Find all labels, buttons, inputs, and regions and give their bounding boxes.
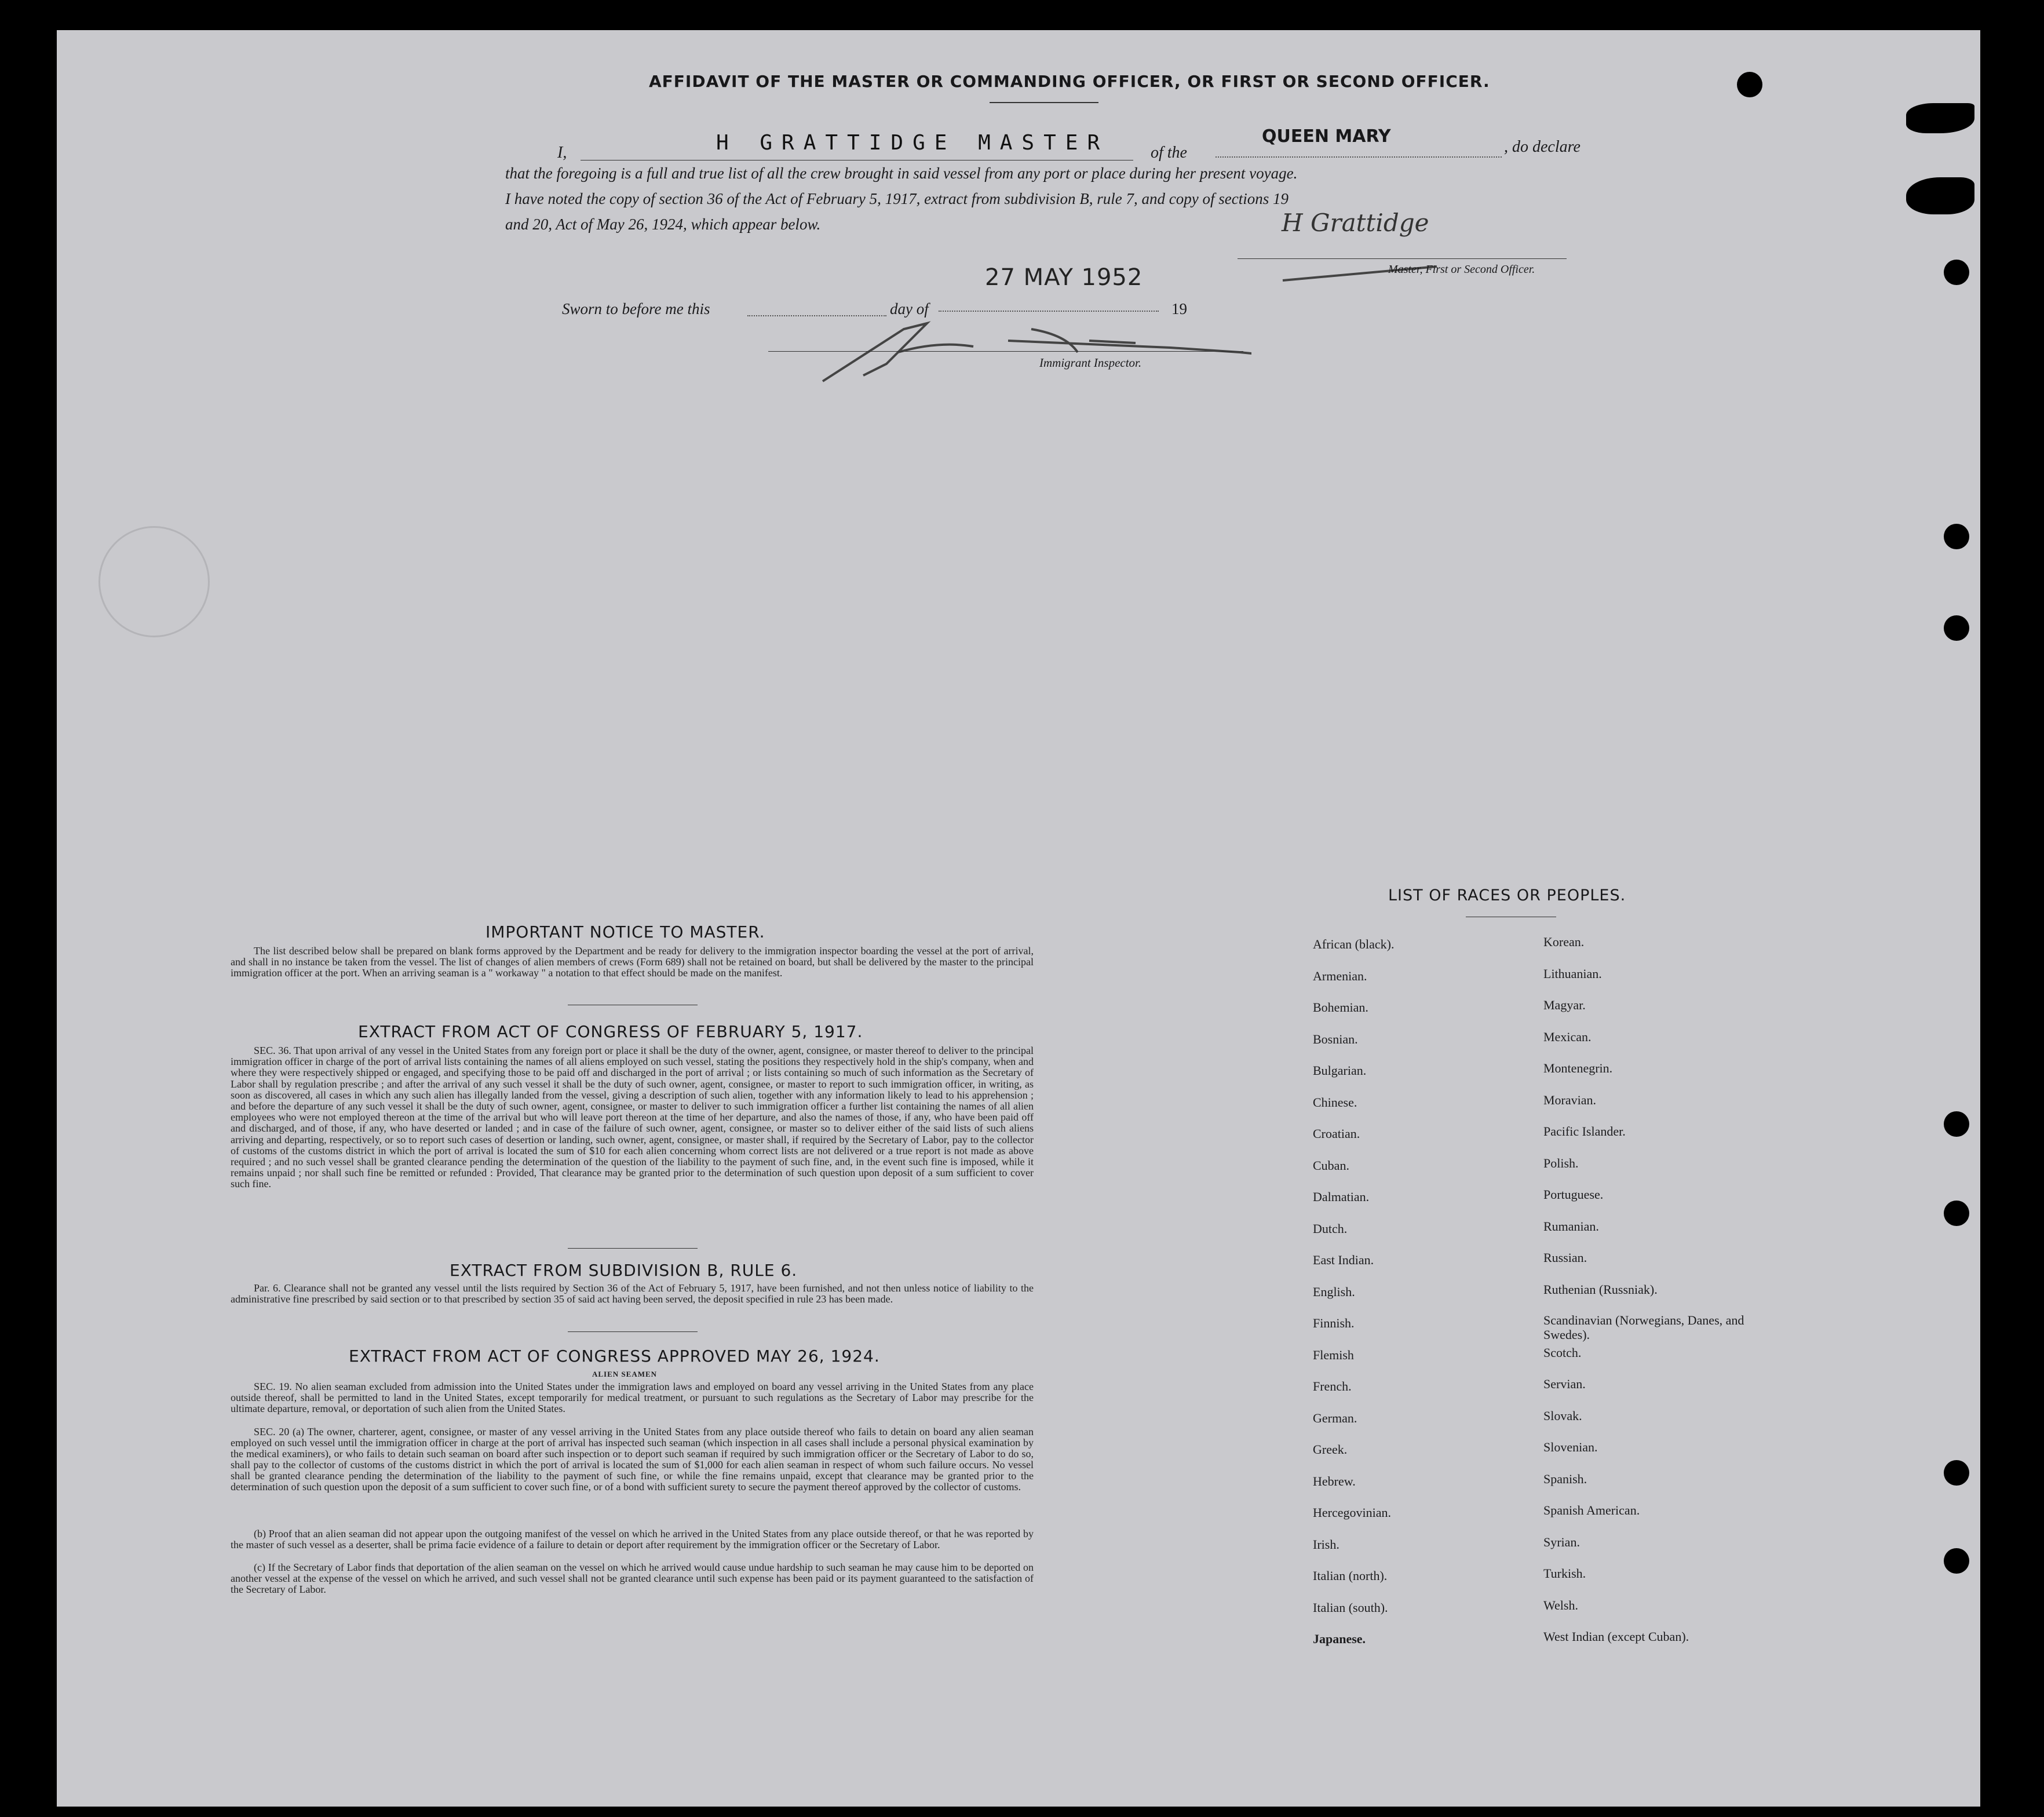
notice-text: The list described below shall be prepared on blank forms approved by the Department and be ready for delivery to the immigration inspector boarding the vessel at the port of arrival, and shall in no instance be taken from the vessel. The list of changes of alien members of crews (Form 689) shall not be retained on board, but shall be delivered by the master to the principal immigration officer at the port. When an arriving seaman is a " workaway " a notation to that effect should be made on the manifest. xyxy=(231,945,1034,979)
race-item: Irish. xyxy=(1313,1537,1339,1552)
inspector-signature-line xyxy=(768,351,1243,352)
day-of-label: day of xyxy=(890,300,929,318)
race-item: Lithuanian. xyxy=(1543,966,1602,981)
of-the-label: of the xyxy=(1151,144,1187,162)
race-item: Cuban. xyxy=(1313,1158,1349,1173)
race-item: Bohemian. xyxy=(1313,1000,1368,1015)
race-item: Scandinavian (Norwegians, Danes, and Swedes). xyxy=(1543,1313,1744,1342)
punch-hole xyxy=(1944,524,1969,549)
race-item: Moravian. xyxy=(1543,1092,1597,1107)
race-item: Rumanian. xyxy=(1543,1218,1599,1234)
punch-hole xyxy=(1944,260,1969,285)
race-item: Dalmatian. xyxy=(1313,1190,1370,1204)
extract-1924-sec20b: (b) Proof that an alien seaman did not appear upon the outgoing manifest of the vessel on which he arrived in the United States from any place outside thereof, or that he was reported by the master of such vessel as a deserter, shall be prima facie evidence of a failure to detain or deport after requirement by the immigration officer or the Secretary of Labor. xyxy=(231,1528,1034,1550)
torn-edge-mark xyxy=(1906,103,1974,133)
race-item: Hebrew. xyxy=(1313,1473,1356,1488)
affidavit-i: I, xyxy=(557,144,567,162)
race-item: Scotch. xyxy=(1543,1345,1582,1360)
race-item: Greek. xyxy=(1313,1442,1348,1457)
punch-hole xyxy=(1944,1548,1969,1574)
extract-1924-title: EXTRACT FROM ACT OF CONGRESS APPROVED MAY 26, 1924. xyxy=(349,1347,880,1366)
punch-hole xyxy=(1944,615,1969,641)
race-item: Hercegovinian. xyxy=(1313,1505,1391,1520)
master-signature-line xyxy=(1238,258,1567,259)
date-stamp: 27 MAY 1952 xyxy=(985,264,1143,291)
race-item: French. xyxy=(1313,1379,1352,1393)
race-item: African (black). xyxy=(1313,937,1395,951)
extract-1924-sec20c: (c) If the Secretary of Labor finds that deportation of the alien seaman on the vessel on which he arrived would cause undue hardship to such seaman he may cause him to be deported on another vessel at the expense of the vessel on which he arrived, and such vessel shall not be granted clearance until such expense has been paid or its payment guaranteed to the satisfaction of the Secretary of Labor. xyxy=(231,1561,1034,1595)
race-item: Dutch. xyxy=(1313,1221,1348,1236)
year-prefix: 19 xyxy=(1171,300,1187,318)
race-item: Bosnian. xyxy=(1313,1031,1358,1046)
extract-1924-sec20a: SEC. 20 (a) The owner, charterer, agent, consignee, or master of any vessel arriving in the United States from any place outside thereof who fails to detain on board any alien seaman employed on such vessel until the immigration officer in charge at the port of arrival has inspected such seaman (which inspection in all cases shall include a personal physical examination by the medical examiners), or who fails to detain such seaman on board after such inspection or to deport such seaman if required by such immigration officer or the Secretary of Labor to do so, shall pay to the collector of customs of the customs district in which the port of arrival is located the sum of $1,000 for each alien seaman in respect of whom such failure occurs. No vessel shall be granted clearance pending the determination of the liability to the payment of such fine, or while the fine remains unpaid, except that clearance may be granted prior to the determination of such question upon the deposit of a sum sufficient to cover such fine, or of a bond with sufficient surety to secure the payment thereof approved by the collector of customs. xyxy=(231,1426,1034,1493)
race-item: Mexican. xyxy=(1543,1029,1592,1044)
race-item: Spanish American. xyxy=(1543,1503,1640,1517)
races-col-1 xyxy=(1313,936,1521,1663)
affidavit-para-2: I have noted the copy of section 36 of the Act of February 5, 1917, extract from subdivision B, rule 7, and copy of sections 19 xyxy=(505,190,1289,207)
race-item: Turkish. xyxy=(1543,1566,1586,1581)
race-item: Polish. xyxy=(1543,1155,1579,1170)
title-rule xyxy=(990,102,1098,103)
race-item: Korean. xyxy=(1543,935,1585,949)
race-item: Portuguese. xyxy=(1543,1187,1604,1202)
race-item: Bulgarian. xyxy=(1313,1063,1367,1078)
punch-hole xyxy=(1737,72,1762,97)
race-item: Russian. xyxy=(1543,1250,1587,1265)
race-item: Italian (south). xyxy=(1313,1600,1388,1615)
section-rule xyxy=(568,1248,698,1249)
extract-1924-sec19: SEC. 19. No alien seaman excluded from admission into the United States under the immigration laws and employed on board any vessel arriving in the United States from any place outside thereof, shall be permitted to land in the United States, except temporarily for medical treatment, or pursuant to such regulations as the Secretary of Labor may prescribe for the ultimate departure, removal, or deportation of such alien from the United States. xyxy=(231,1381,1034,1414)
races-col-2 xyxy=(1543,934,1775,1661)
race-item: Armenian. xyxy=(1313,968,1367,983)
race-item: Chinese. xyxy=(1313,1094,1357,1110)
affidavit-para-3: and 20, Act of May 26, 1924, which appear below. xyxy=(505,216,821,233)
race-item: German. xyxy=(1313,1410,1357,1425)
extract-1917-title: EXTRACT FROM ACT OF CONGRESS OF FEBRUARY 5, 1917. xyxy=(358,1022,863,1041)
vessel-name: QUEEN MARY xyxy=(1262,126,1391,147)
vessel-line xyxy=(1216,156,1502,158)
punch-hole xyxy=(1944,1460,1969,1486)
extract-1917-text: SEC. 36. That upon arrival of any vessel in the United States from any foreign port or place it shall be the duty of the owner, agent, consignee, or master thereof to deliver to the principal immigration officer in charge of the port of arrival lists containing the names of all aliens employed on such vessel, stating the positions they respectively hold in the ship's company, when and where they were respectively shipped or engaged, and specifying those to be paid off and discharged in the port of arrival ; or lists containing so much of such information as the Secretary of Labor shall by regulation prescribe ; and after the arrival of any such vessel it shall be the duty of such owner, agent, consignee, or master to report to such immigration officer, in writing, as soon as discovered, all cases in which any such alien has illegally landed from the vessel, giving a description of such alien, together with any information likely to lead to his apprehension ; and before the departure of any such vessel it shall be the duty of such owner, agent, consignee, or master to deliver to such immigration officer a further list containing the names of all alien employees who were not employed thereon at the time of the arrival but who will leave port thereon at the time of her departure, and also the names of those, if any, who have been paid off and discharged, and of those, if any, who have deserted or landed ; and in case of the failure of such owner, agent, consignee, or master so to deliver either of the said lists of such aliens arriving and departing, respectively, or so to report such cases of desertion or landing, such owner, agent, consignee, or master shall, if required by the Secretary of Labor, pay to the collector of customs of the customs district in which the port of arrival is located the sum of $10 for each alien concerning whom correct lists are not delivered or a true report is not made as above required ; and no such vessel shall be granted clearance pending the determination of the question of the liability to the payment of such fine, and, in the event such fine is imposed, while it remains unpaid ; nor shall such fine be remitted or refunded : Provided, That clearance may be granted prior to the determination of such question upon deposit of a sum sufficient to cover such fine. xyxy=(231,1045,1034,1190)
race-item: Montenegrin. xyxy=(1543,1061,1613,1075)
race-item: Japanese. xyxy=(1313,1632,1366,1646)
do-declare-label: , do declare xyxy=(1504,138,1581,156)
punch-hole xyxy=(1944,1201,1969,1226)
affidavit-para-1: that the foregoing is a full and true list of all the crew brought in said vessel from any port or place during her present voyage. xyxy=(505,165,1298,182)
race-item: Croatian. xyxy=(1313,1126,1360,1141)
inspector-signature xyxy=(765,318,1251,387)
race-item: Flemish xyxy=(1313,1347,1354,1362)
race-item: Italian (north). xyxy=(1313,1568,1388,1583)
race-item: Syrian. xyxy=(1543,1534,1580,1549)
punch-hole xyxy=(1944,1111,1969,1137)
race-item: Finnish. xyxy=(1313,1316,1355,1330)
subdivision-text: Par. 6. Clearance shall not be granted any vessel until the lists required by Section 36 of the Act of February 5, 1917, have been furnished, and not then unless notice of liability to the administrative fine prescribed by said section or to that prescribed by section 35 of said act having been served, the deposit specified in rule 23 has been made. xyxy=(231,1282,1034,1305)
subdivision-title: EXTRACT FROM SUBDIVISION B, RULE 6. xyxy=(450,1261,798,1280)
race-item: Slovak. xyxy=(1543,1408,1582,1423)
race-item: Pacific Islander. xyxy=(1543,1124,1626,1139)
faint-seal xyxy=(98,526,210,637)
sworn-month-line xyxy=(939,311,1159,312)
inspector-caption: Immigrant Inspector. xyxy=(1039,356,1142,370)
races-title: LIST OF RACES OR PEOPLES. xyxy=(1388,886,1626,904)
extract-1924-subtitle: ALIEN SEAMEN xyxy=(592,1370,658,1378)
master-caption: Master, First or Second Officer. xyxy=(1388,263,1535,276)
torn-edge-mark xyxy=(1906,177,1974,214)
race-item: Ruthenian (Russniak). xyxy=(1543,1282,1658,1297)
section-rule xyxy=(568,1331,698,1332)
race-item: East Indian. xyxy=(1313,1253,1374,1267)
notice-title: IMPORTANT NOTICE TO MASTER. xyxy=(486,922,765,942)
race-item: Magyar. xyxy=(1543,998,1586,1012)
race-item: West Indian (except Cuban). xyxy=(1543,1629,1689,1644)
race-item: Slovenian. xyxy=(1543,1440,1598,1454)
master-name: H GRATTIDGE MASTER xyxy=(716,131,1109,155)
sworn-label: Sworn to before me this xyxy=(562,300,710,318)
race-item: Servian. xyxy=(1543,1377,1586,1391)
master-signature: H Grattidge xyxy=(1282,209,1429,237)
sworn-day-line xyxy=(747,315,886,316)
race-item: Spanish. xyxy=(1543,1471,1587,1486)
race-item: Welsh. xyxy=(1543,1597,1578,1612)
race-item: English. xyxy=(1313,1284,1355,1299)
affidavit-title: AFFIDAVIT OF THE MASTER OR COMMANDING OFFICER, OR FIRST OR SECOND OFFICER. xyxy=(649,72,1490,91)
